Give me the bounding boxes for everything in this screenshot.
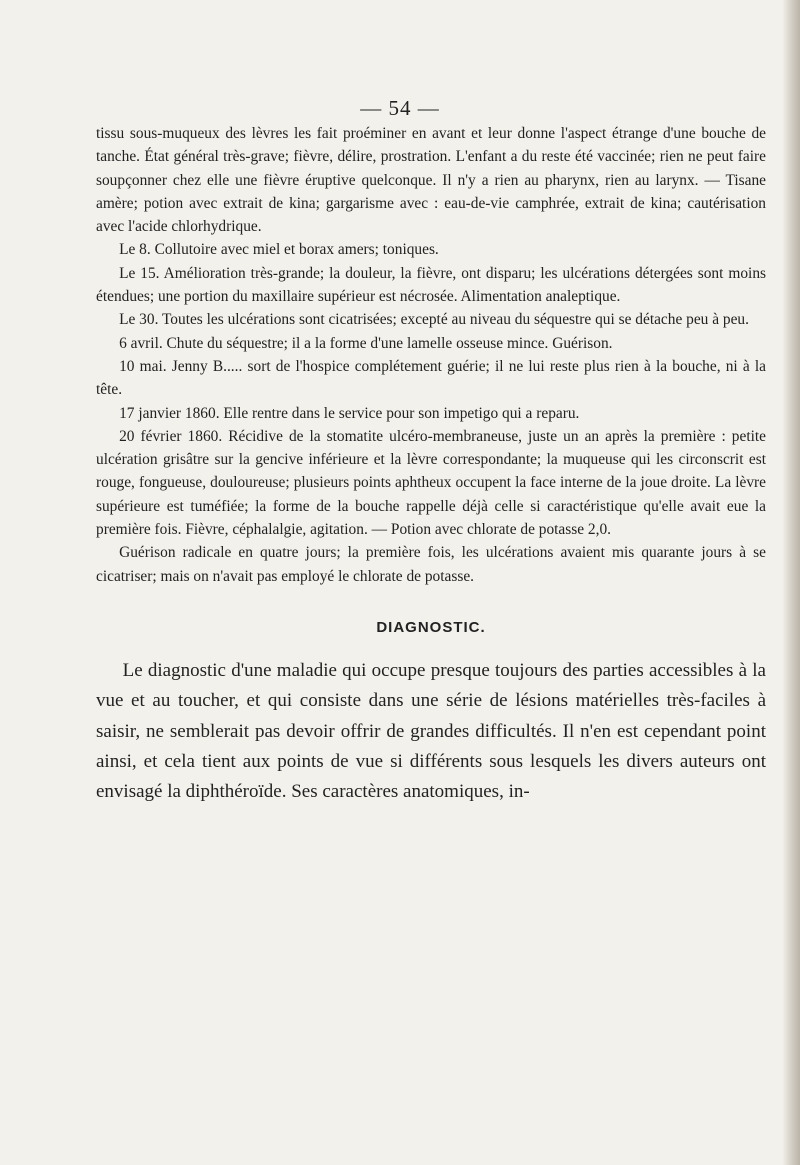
paragraph: 6 avril. Chute du séquestre; il a la forme d'une lamelle osseuse mince. Guérison. — [119, 334, 613, 352]
paragraph: Guérison radicale en quatre jours; la première fois, les ulcérations avaient mis quarante jours à se cicatriser; mais on n'avait pas employé le chlorate de potasse. — [96, 544, 766, 585]
case-report — [96, 122, 766, 588]
page-number: — 54 — — [360, 96, 440, 120]
paragraph: Le 15. Amélioration très-grande; la douleur, la fièvre, ont disparu; les ulcérations détergées sont moins étendues; une portion du maxillaire supérieur est nécrosée. Alimentation analeptique. — [96, 264, 766, 306]
diagnostic-section — [96, 656, 766, 807]
page-edge — [782, 0, 800, 1165]
paragraph: 17 janvier 1860. Elle rentre dans le service pour son impetigo qui a reparu. — [119, 404, 580, 422]
paragraph: tissu sous-muqueux des lèvres les fait proéminer en avant et leur donne l'aspect étrange d'une bouche de tanche. État général très-grave; fièvre, délire, prostration. L'enfant a du reste été vaccinée; rien ne peut faire soupçonner chez elle une fièvre éruptive quelconque. Il n'y a rien au pharynx, rien au larynx. — Tisane amère; potion avec extrait de kina; gargarisme avec : eau-de-vie camphrée, extrait de kina; cautérisation avec l'acide chlorhydrique. — [96, 125, 766, 236]
section-heading: DIAGNOSTIC. — [376, 618, 486, 636]
paragraph: 20 février 1860. Récidive de la stomatite ulcéro-membraneuse, juste un an après la première : petite ulcération grisâtre sur la gencive inférieure et la lèvre correspondante; la muqueuse qui les circonscrit est rouge, fongueuse, douloureuse; plusieurs points aphtheux occupent la face interne de la joue droite. La lèvre supérieure est tuméfiée; la forme de la bouche rappelle déjà celle si caractéristique qu'elle avait eue la première fois. Fièvre, céphalalgie, agitation. — Potion avec chlorate de potasse 2,0. — [96, 427, 766, 539]
paragraph: Le 30. Toutes les ulcérations sont cicatrisées; excepté au niveau du séquestre qui se détache peu à peu. — [119, 311, 749, 329]
paragraph: 10 mai. Jenny B..... sort de l'hospice complétement guérie; il ne lui reste plus rien à la bouche, ni à la tête. — [96, 357, 766, 399]
paragraph: Le diagnostic d'une maladie qui occupe presque toujours des parties accessibles à la vue et au toucher, et qui consiste dans une série de lésions matérielles très-faciles à saisir, ne semblerait pas devoir offrir de grandes difficultés. Il n'en est cependant point ainsi, et cela tient aux points de vue si différents sous lesquels les divers auteurs ont envisagé la diphthéroïde. Ses caractères anatomiques, in- — [96, 659, 766, 803]
page-text — [96, 122, 766, 807]
paragraph: Le 8. Collutoire avec miel et borax amers; toniques. — [119, 241, 439, 259]
